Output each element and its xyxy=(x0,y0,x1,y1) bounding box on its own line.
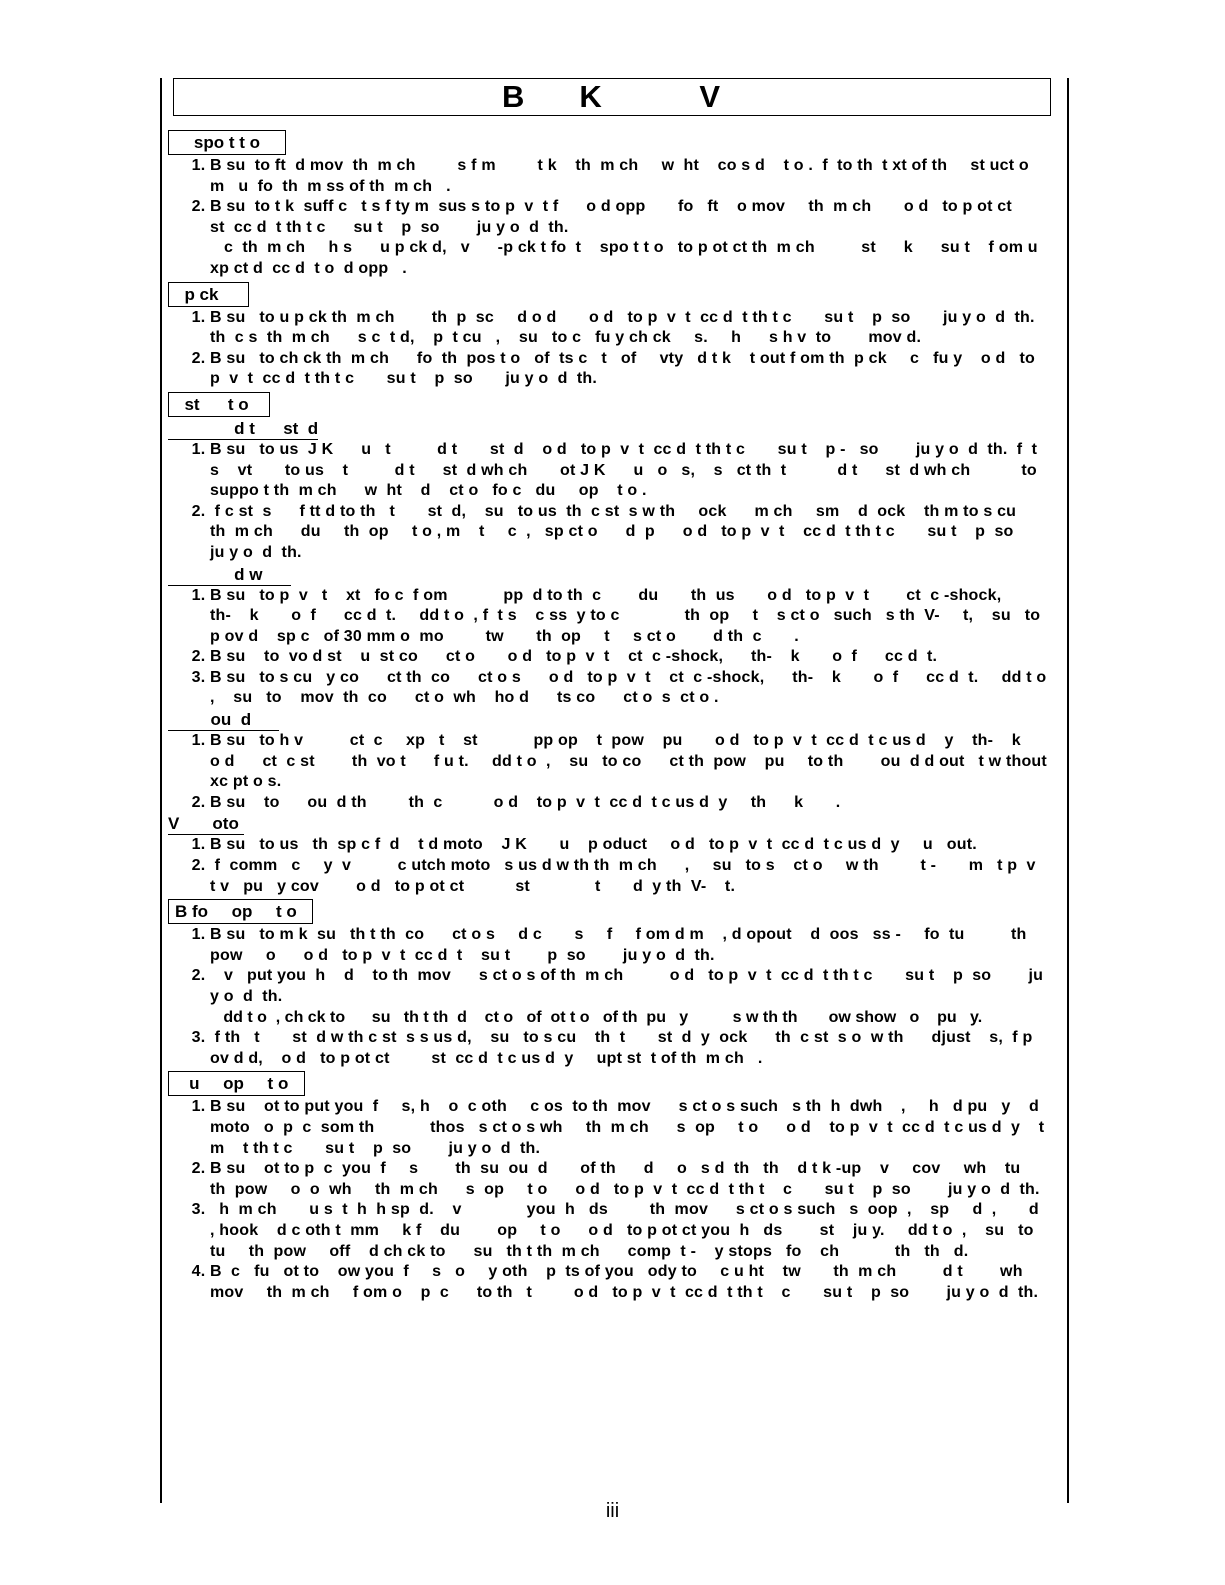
list-item: 2. f comm c y v c utch moto s us d w th th m ch , su to s ct o w th t - m t p v t v pu y cov o d to p ot ct st t d y th V- t. xyxy=(210,856,1048,897)
list-item: 2. v put you h d to th mov s ct o s of th m ch o d to p v t cc d t th t c su t p so ju y o d th. xyxy=(210,966,1048,1007)
subsection-heading: V oto xyxy=(168,814,244,834)
subsection-heading: d w xyxy=(168,564,291,584)
item-list xyxy=(168,1028,1048,1069)
list-item: 3. f th t st d w th c st s s us d, su to s cu th t st d y ock th c st s o w th djust s, f p ov d d, o d to p ot ct st cc d t c us d y upt st t of th m ch . xyxy=(210,1028,1048,1069)
item-list xyxy=(168,586,1056,710)
list-item: 3. B su to s cu y co ct th co ct o s o d to p v t ct c -shock, th- k o f cc d t. dd t o , su to mov th co ct o wh ho d ts co ct o s ct o . xyxy=(210,668,1048,709)
list-item: c th m ch h s u p ck d, v -p ck t fo t spo t t o to p ot ct th m ch st k su t f om u xp ct d cc d t o d opp . xyxy=(210,239,1052,277)
section-unpacking xyxy=(168,280,1048,390)
section-heading: u op t o xyxy=(168,1071,305,1096)
list-item: 1. B su ot to put you f s, h o c oth c os to th mov s ct o s such s th h dwh , h d pu y d moto o p c som th thos s ct o s wh th m ch s op t o o d to p v t cc d t c us d y t m t th t c su t p so ju y o d th. xyxy=(210,1097,1048,1159)
list-item: 2. B su to vo d st u st co ct o o d to p v t ct c -shock, th- k o f cc d t. xyxy=(210,647,1048,668)
document-body xyxy=(168,128,1082,1303)
item-list xyxy=(168,835,1048,897)
section-heading: p ck xyxy=(168,282,249,307)
list-item: 1. B su to m k su th t th co ct o s d c s f f om d m , d opout d oos ss - fo tu th pow o o d to p v t cc d t su t p so ju y o d th. xyxy=(210,925,1048,966)
list-item: 1. B su to p v t xt fo c f om pp d to th c du th us o d to p v t ct c -shock, th- k o f cc d t. dd t o , f t s c ss y to c th op t s ct o such s th V- t, su to p ov d sp c of 30 mm o mo tw th op t s ct o d th c . xyxy=(210,586,1048,648)
item-list xyxy=(168,1097,1082,1303)
item-list xyxy=(168,156,1052,280)
list-item: 1. B su to us th sp c f d t d moto J K u p oduct o d to p v t cc d t c us d y u out. xyxy=(210,835,1048,856)
list-item: 2. f c st s f tt d to th t st d, su to us th c st s w th ock m ch sm d ock th m to s cu th m ch du th op t o , m t c , sp ct o d p o d to p v t cc d t th t c su t p so ju y o d th. xyxy=(210,502,1048,564)
section-heading: B fo op t o xyxy=(168,899,313,924)
list-item: 3. h m ch u s t h h sp d. v you h ds th mov s ct o s such s oop , sp d , d , hook d c oth t mm k f du op t o o d to p ot ct you h ds st ju y. dd t o , su to tu th pow off d ch ck to su th t th m ch comp t - y stops fo ch th th d. xyxy=(210,1200,1048,1262)
page-title: B K V xyxy=(501,79,723,114)
list-item: 1. B su to us J K u t d t st d o d to p v t cc d t th t c su t p - so ju y o d th. f t s vt to us t d t st d wh ch ot J K u o s, s ct th t d t st d wh ch to suppo t th m ch w ht d ct o fo c du op t o . xyxy=(210,440,1048,502)
subsection-heading: d t st d xyxy=(168,418,319,438)
item-list xyxy=(168,925,1048,1007)
item-list xyxy=(168,731,1061,813)
page-number: iii xyxy=(605,1500,620,1522)
section-transportation xyxy=(168,128,1052,280)
item-list xyxy=(168,440,1048,564)
list-item: 2. B su to t k suff c t s f ty m sus s to p v t f o d opp fo ft o mov th m ch o d to p ot ct st cc d t th t c su t p so ju y o d th. xyxy=(210,197,1048,238)
section-before-operation xyxy=(168,897,1048,1069)
list-item: 1. B su to h v ct c xp t st pp op t pow pu o d to p v t cc d t c us d y th- k o d ct c st th vo t f u t. dd t o , su to co ct th pow pu to th ou d d out t w thout xc pt o s. xyxy=(210,731,1048,793)
list-item: 2. B su to ch ck th m ch fo th pos t o of ts c t of vty d t k t out f om th p ck c fu y o d to p v t cc d t th t c su t p so ju y o d th. xyxy=(210,349,1048,390)
section-during-operation xyxy=(168,1069,1082,1303)
section-motor xyxy=(168,813,1048,897)
list-item: 1. B su to u p ck th m ch th p sc d o d o d to p v t cc d t th t c su t p so ju y o d th. th c s th m ch s c t d, p t cu , su to c fu y ch ck s. h s h v to mov d. xyxy=(210,308,1048,349)
section-installation xyxy=(168,390,1061,814)
item-list xyxy=(168,308,1048,390)
list-item: 1. B su to ft d mov th m ch s f m t k th m ch w ht co s d t o . f to th t xt of th st uct o m u fo th m ss of th m ch . xyxy=(210,156,1048,197)
section-heading: st t o xyxy=(168,392,270,417)
note-paragraph: dd t o , ch ck to su th t th d ct o of ot t o of th pu y s w th th ow show o pu y. xyxy=(210,1008,983,1026)
subsection-heading: ou d xyxy=(168,710,280,730)
page-title-box xyxy=(173,78,1051,116)
list-item: 2. B su to ou d th th c o d to p v t cc d t c us d y th k . xyxy=(210,793,1048,814)
list-item: 2. B su ot to p c you f s th su ou d of th d o s d th th d t k -up v cov wh tu th pow o o wh th m ch s op t o o d to p v t cc d t th t c su t p so ju y o d th. xyxy=(210,1159,1048,1200)
list-item: 4. B c fu ot to ow you f s o y oth p ts of you ody to c u ht tw th m ch d t wh mov th m ch f om o p c to th t o d to p v t cc d t th t c su t p so ju y o d th. xyxy=(210,1262,1048,1303)
section-heading: spo t t o xyxy=(168,130,286,155)
